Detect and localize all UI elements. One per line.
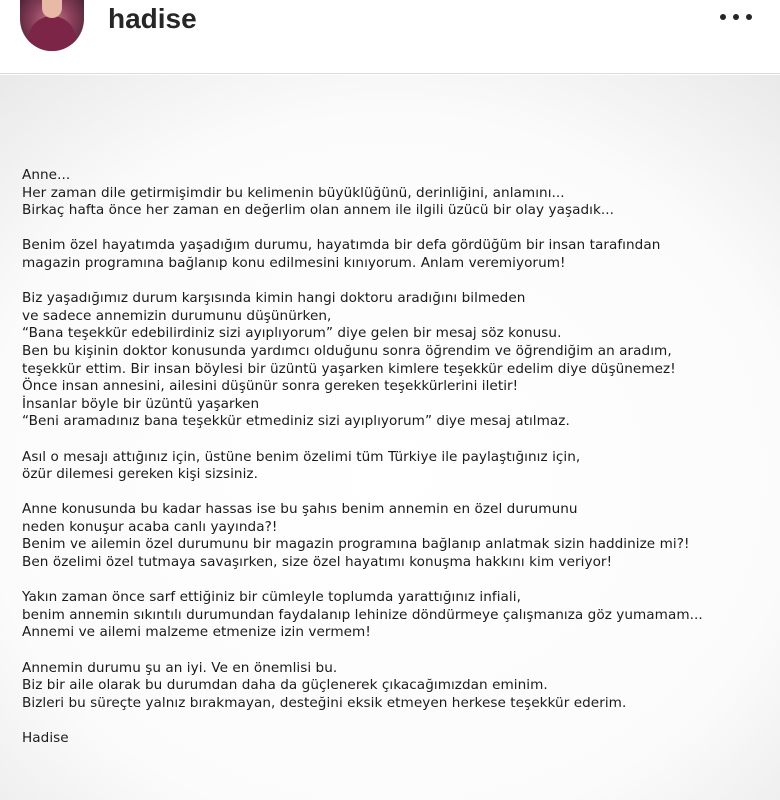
avatar[interactable]	[20, 0, 84, 51]
letter-line: Birkaç hafta önce her zaman en değerlim olan annem ile ilgili üzücü bir olay yaşadık...	[22, 202, 615, 219]
letter-line: Benim özel hayatımda yaşadığım durumu, hayatımda bir defa gördüğüm bir insan tarafından	[22, 237, 661, 254]
letter-line: Önce insan annesini, ailesini düşünür sonra gereken teşekkürlerini iletir!	[22, 378, 519, 395]
letter-line: Ben özelimi özel tutmaya savaşırken, size özel hayatımı konuşma hakkını kim veriyor!	[22, 554, 613, 571]
letter-line: Yakın zaman önce sarf ettiğiniz bir cümleyle toplumda yarattığınız infiali,	[22, 589, 521, 606]
letter-line: “Beni aramadınız bana teşekkür etmediniz sizi ayıplıyorum” diye mesaj atılmaz.	[22, 413, 570, 430]
avatar-face	[42, 0, 62, 18]
letter-text	[22, 167, 770, 748]
post-header	[0, 0, 780, 74]
letter-paragraph	[22, 167, 770, 220]
letter-line: özür dilemesi gereken kişi sizsiniz.	[22, 466, 258, 483]
letter-line: Benim ve ailemin özel durumunu bir magazin programına bağlanıp anlatmak sizin haddinize mi?!	[22, 536, 690, 553]
letter-line: Anne konusunda bu kadar hassas ise bu şahıs benim annemin en özel durumunu	[22, 501, 578, 518]
letter-line: Asıl o mesajı attığınız için, üstüne benim özelimi tüm Türkiye ile paylaştığınız için,	[22, 448, 581, 465]
letter-line: Ben bu kişinin doktor konusunda yardımcı olduğunu sonra öğrendim ve öğrendiğim an aradım,	[22, 342, 672, 359]
letter-signature: Hadise	[22, 730, 69, 746]
letter-line: Annemi ve ailemi malzeme etmenize izin vermem!	[22, 624, 371, 641]
dot	[733, 14, 739, 20]
letter-line: benim annemin sıkıntılı durumundan faydalanıp lehinize döndürmeye çalışmanıza göz yumamam...	[22, 606, 703, 623]
letter-line: Biz bir aile olarak bu durumdan daha da güçlenerek çıkacağımızdan eminim.	[22, 677, 548, 694]
letter-line: Biz yaşadığımız durum karşısında kimin hangi doktoru aradığını bilmeden	[22, 290, 526, 307]
letter-line: Anne...	[22, 167, 71, 183]
letter-line: Annemin durumu şu an iyi. Ve en önemlisi bu.	[22, 659, 338, 676]
letter-line: Bizleri bu süreçte yalnız bırakmayan, desteğini eksik etmeyen herkese teşekkür ederim.	[22, 694, 627, 711]
letter-paragraph	[22, 449, 770, 484]
username-link[interactable]: hadise	[108, 3, 197, 34]
letter-line: teşekkür ettim. Bir insan böylesi bir üzüntü yaşarken kimlere teşekkür edelim diye düşünemez!	[22, 360, 676, 377]
avatar-figure	[28, 16, 76, 51]
letter-paragraph	[22, 660, 770, 713]
letter-paragraph	[22, 290, 770, 431]
letter-line: neden konuşur acaba canlı yayında?!	[22, 518, 278, 535]
dot	[720, 14, 726, 20]
letter-line: İnsanlar böyle bir üzüntü yaşarken	[22, 395, 260, 412]
letter-paragraph	[22, 501, 770, 571]
letter-line: ve sadece annemizin durumunu düşünürken,	[22, 307, 332, 324]
dot	[746, 14, 752, 20]
letter-paragraph	[22, 237, 770, 272]
more-options-icon[interactable]	[720, 12, 752, 22]
letter-line: Her zaman dile getirmişimdir bu kelimenin büyüklüğünü, derinliğini, anlamını...	[22, 184, 565, 201]
letter-line: magazin programına bağlanıp konu edilmesini kınıyorum. Anlam veremiyorum!	[22, 254, 566, 271]
post-image	[0, 75, 780, 800]
letter-line: “Bana teşekkür edebilirdiniz sizi ayıplıyorum” diye gelen bir mesaj söz konusu.	[22, 325, 562, 342]
letter-paragraph	[22, 589, 770, 642]
